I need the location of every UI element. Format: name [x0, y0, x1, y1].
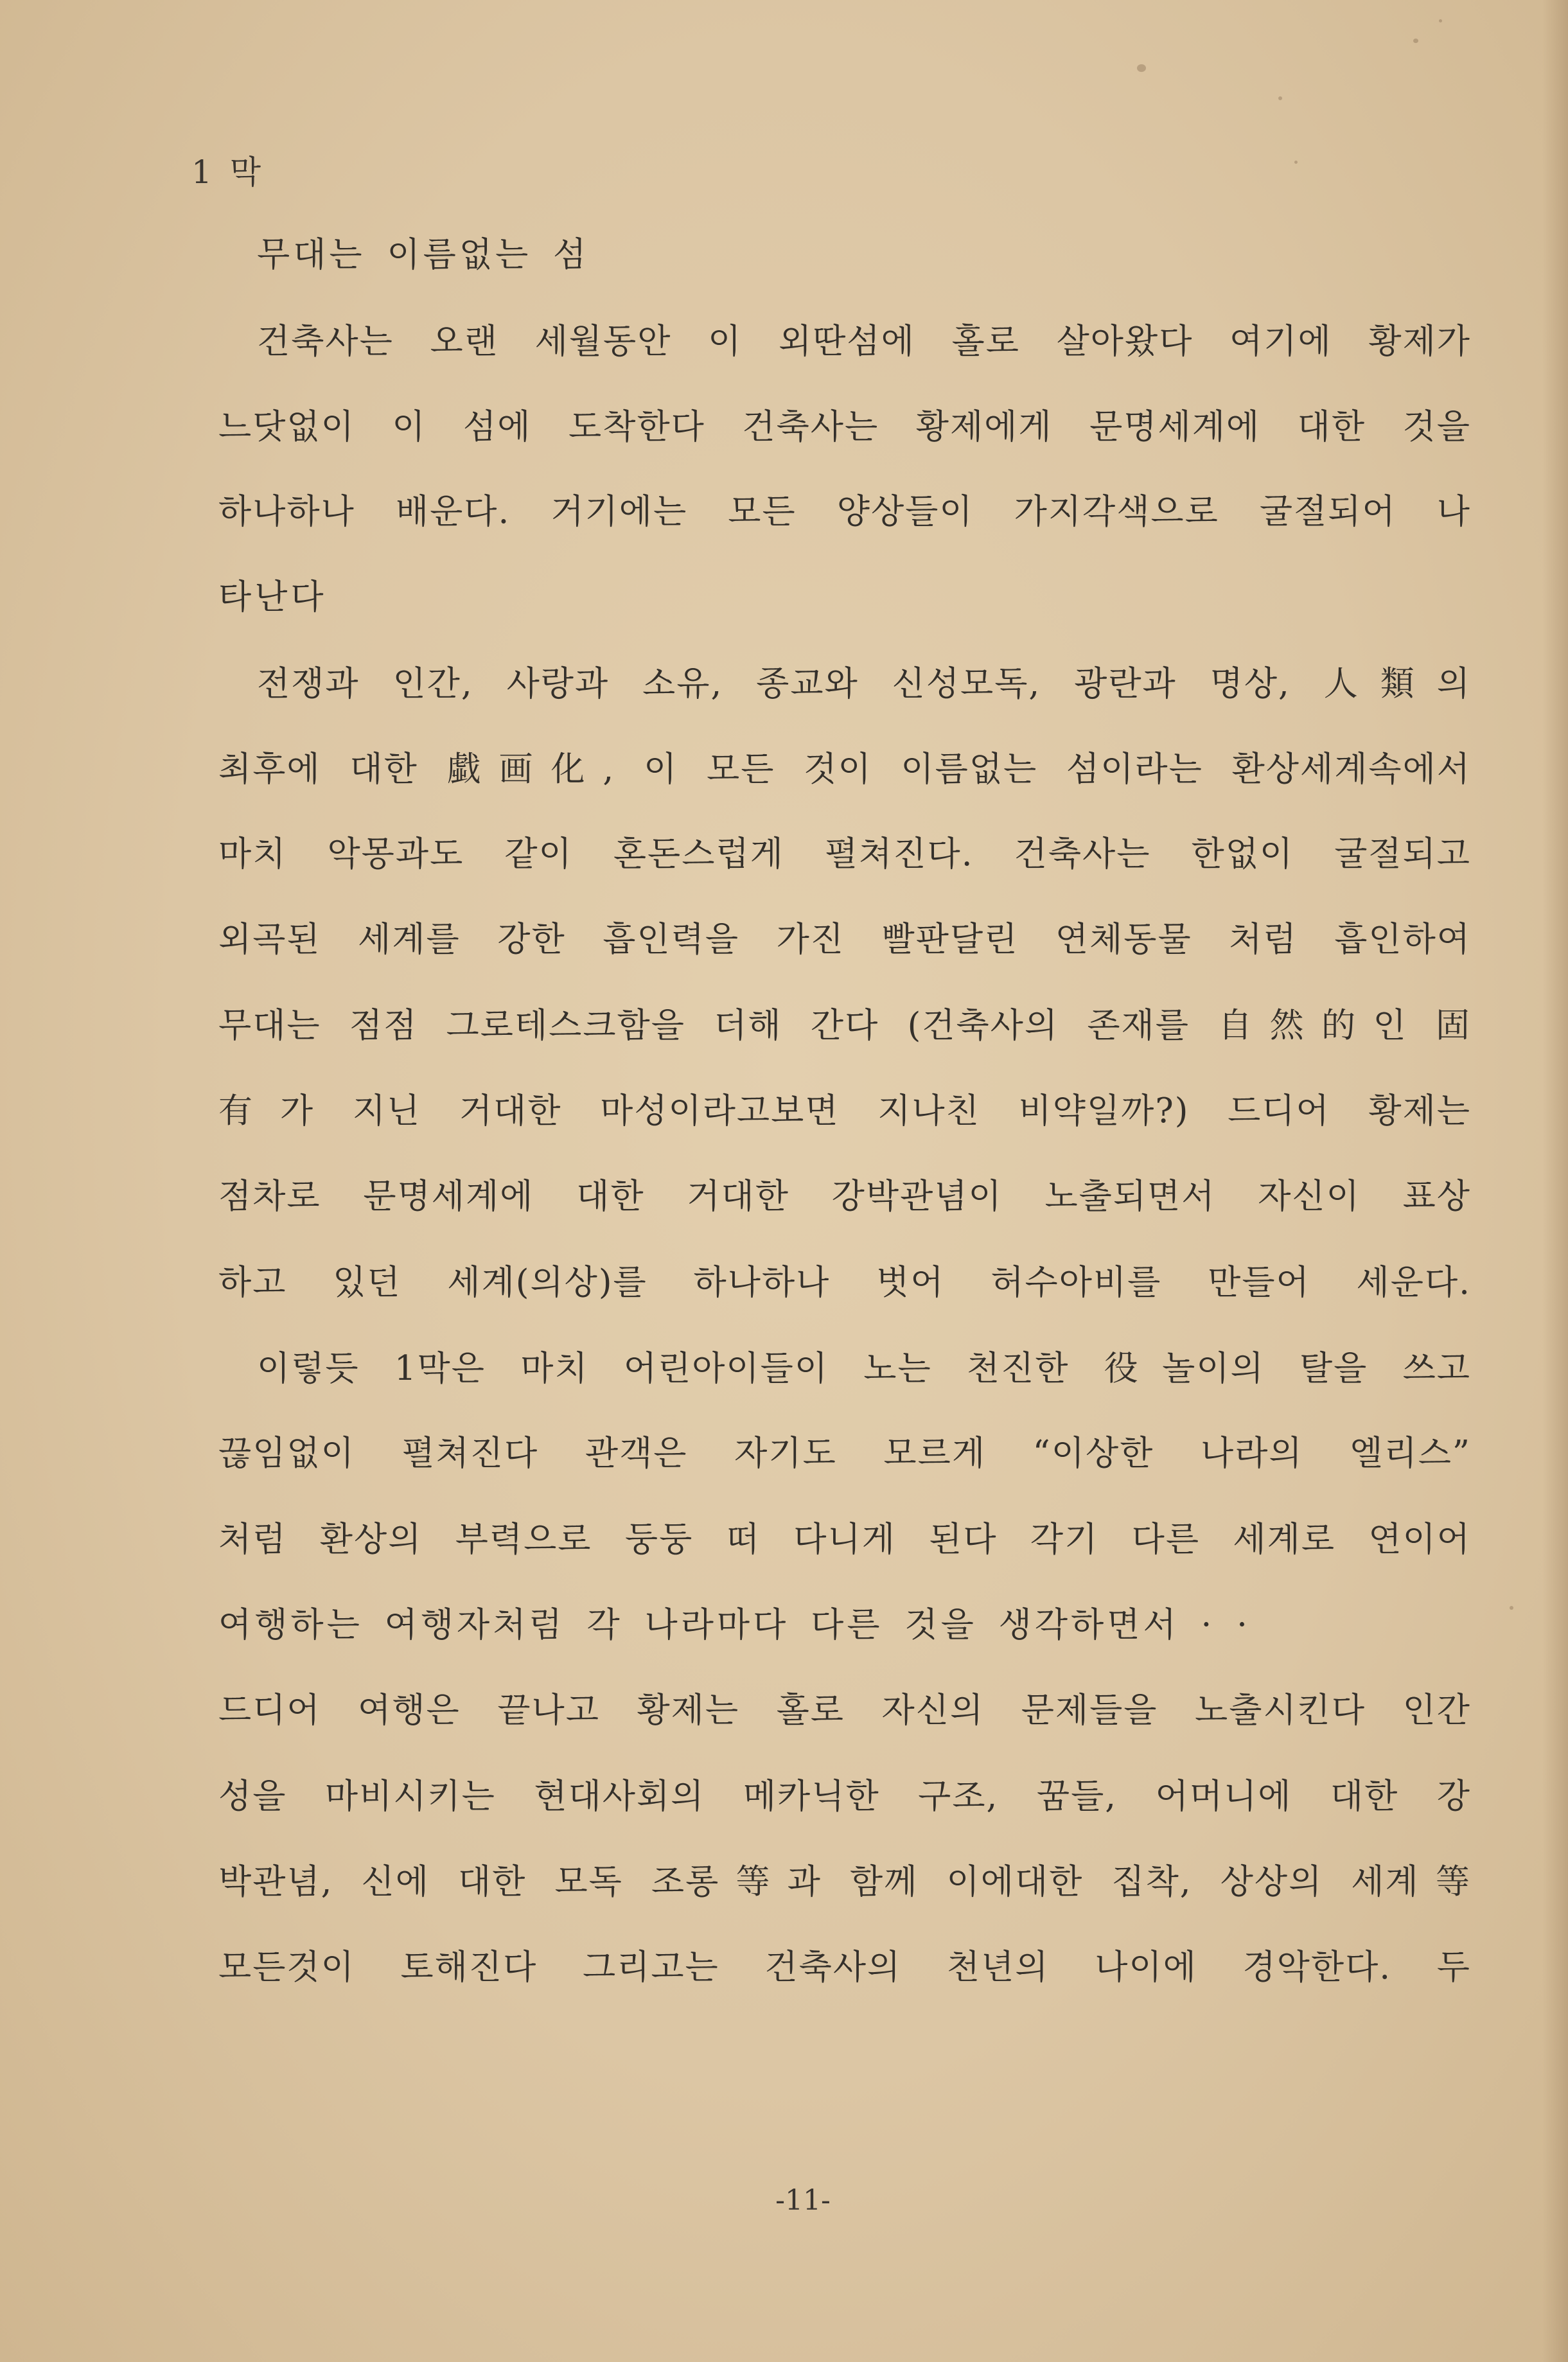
page-edge-shadow	[1542, 0, 1568, 2362]
scene-heading: 1 막	[191, 154, 265, 191]
text-line: 건축사는 오랜 세월동안 이 외딴섬에 홀로 살아왔다 여기에 황제가	[257, 322, 1471, 361]
text-line: 전쟁과 인간, 사랑과 소유, 종교와 신성모독, 광란과 명상, 人類의	[257, 664, 1471, 703]
paper-speck	[1294, 161, 1298, 164]
text-line: 有가 지닌 거대한 마성이라고보면 지나친 비약일까?) 드디어 황제는	[218, 1091, 1471, 1131]
text-line: 타난다	[218, 577, 327, 617]
text-line: 성을 마비시키는 현대사회의 메카닉한 구조, 꿈들, 어머니에 대한 강	[218, 1777, 1471, 1816]
text-line: 모든것이 토해진다 그리고는 건축사의 천년의 나이에 경악한다. 두	[218, 1948, 1471, 1987]
text-line: 하고 있던 세계(의상)를 하나하나 벗어 허수아비를 만들어 세운다.	[218, 1263, 1471, 1302]
paper-speck	[1413, 39, 1418, 43]
text-line: 여행하는 여행자처럼 각 나라마다 다른 것을 생각하면서 · ·	[218, 1605, 1251, 1644]
text-line: 점차로 문명세계에 대한 거대한 강박관념이 노출되면서 자신이 표상	[218, 1177, 1471, 1216]
text-line: 처럼 환상의 부력으로 둥둥 떠 다니게 된다 각기 다른 세계로 연이어	[218, 1520, 1471, 1559]
paper-speck	[1510, 1606, 1513, 1610]
text-line: 마치 악몽과도 같이 혼돈스럽게 펼쳐진다. 건축사는 한없이 굴절되고	[218, 834, 1471, 874]
text-line: 무대는 점점 그로테스크함을 더해 간다 (건축사의 존재를 自然的인 固	[218, 1006, 1471, 1045]
text-line: 느닷없이 이 섬에 도착한다 건축사는 황제에게 문명세계에 대한 것을	[218, 407, 1471, 446]
text-line: 드디어 여행은 끝나고 황제는 홀로 자신의 문제들을 노출시킨다 인간	[218, 1691, 1471, 1730]
text-line: 하나하나 배운다. 거기에는 모든 양상들이 가지각색으로 굴절되어 나	[218, 492, 1471, 531]
paper-speck	[1137, 64, 1146, 72]
paper-speck	[1278, 96, 1282, 100]
text-line: 최후에 대한 戱画化, 이 모든 것이 이름없는 섬이라는 환상세계속에서	[218, 750, 1471, 789]
paper-speck	[1439, 19, 1442, 22]
text-line: 이렇듯 1막은 마치 어린아이들이 노는 천진한 役놀이의 탈을 쓰고	[257, 1349, 1471, 1388]
text-line: 끊임없이 펼쳐진다 관객은 자기도 모르게 “이상한 나라의 엘리스”	[218, 1434, 1471, 1473]
text-line: 무대는 이름없는 섬	[257, 235, 590, 274]
page-number: -11-	[775, 2184, 831, 2217]
text-line: 박관념, 신에 대한 모독 조롱等과 함께 이에대한 집착, 상상의 세계等	[218, 1862, 1471, 1901]
text-line: 외곡된 세계를 강한 흡인력을 가진 빨판달린 연체동물 처럼 흡인하여	[218, 920, 1471, 959]
